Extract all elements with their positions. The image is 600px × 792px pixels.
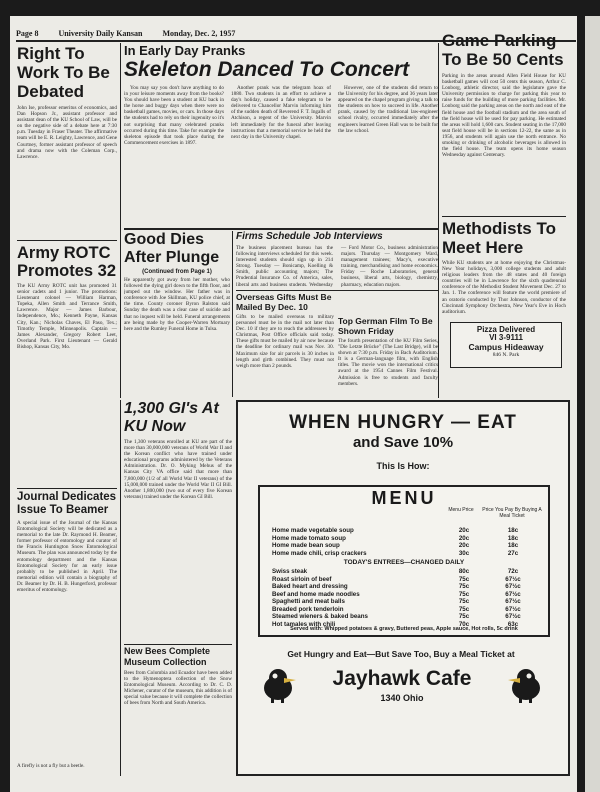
menu-price: 75c [458,598,470,606]
menu-item-name: Beef and home made noodles [272,590,360,598]
article-german-film [338,316,438,398]
menu-row [270,550,542,558]
column-rule [120,400,121,776]
ad-address: 846 N. Park [492,351,520,358]
page-number: Page 8 [16,29,39,38]
menu-row [270,527,542,535]
article-new-bees [124,646,232,774]
ad-phone: VI 3-9111 [489,333,523,343]
entree-table [270,568,542,628]
menu-item-name: Home made vegetable soup [272,527,354,535]
menu-price-header: Menu Price [448,507,474,513]
article-body: You may say you don't have anything to do in your leisure moments away from the books? You should have been a student at KU back in the horse and buggy days when there were no basketball games, movies, or cars. In those days the students had to rely on their ingenuity so it's not surprising that many celebrated pranks occurred during this time. Take for example the skeleton episode that took place during the Commencement exercises in 1897. [124,85,224,146]
menu-row [270,591,542,599]
menu-item-name: Home made bean soup [272,542,340,550]
menu-item-name: Steamed wieners & baked beans [272,613,368,621]
menu-item-name: Spaghetti and meat balls [272,598,345,606]
menu-row [270,606,542,614]
ticket-price: 67½c [505,598,521,606]
menu-price: 75c [458,583,470,591]
section-rule [17,488,117,489]
section-rule [124,228,438,230]
article-body: The fourth presentation of the KU Film Series, "Die Letzte Brücke" (The Last Bridge), will be shown at 7:30 p.m. Friday in Bach Auditorium. It is a German-language film, with English titles. The movie won the international critics award at the 1954 Cannes Film Festival. Admission is free to students and faculty members. [338,338,438,387]
article-body: The KU Army ROTC unit has promoted 31 senior cadets and 1 junior. The promotions: Lieutenant colonel — William Harman, Topeka, Allen Smith and Terrance Smith, Lawrence. Major — James Barbour, Independence, Mo.; Kenneth Payne, Kansas City, Kan.; Nicholas Chaves, El Paso, Tex.; Timothy Temple, Minneapolis. Captain — James Alexander, Gregory Robert Leet, Overland Park. First Lieutenant — Gerald Bishop, Kansas City, Mo. [17,283,117,350]
ticket-price: 67½c [505,575,521,583]
jayhawk-mascot-icon [506,664,546,704]
filler-line: A firefly is not a fly but a beetle. [17,762,85,769]
menu-price: 75c [458,605,470,613]
jayhawk-mascot-icon [258,664,298,704]
menu-item-name: Swiss steak [272,568,308,576]
ticket-price: 27c [507,549,519,557]
jump-line: (Continued from Page 1) [142,269,212,275]
cafe-name: Jayhawk Cafe [332,667,472,690]
ad-footer: Get Hungry and Eat—But Save Too, Buy a Meal Ticket at [287,649,515,659]
headline: Right To Work To Be Debated [17,44,110,101]
headline: Army ROTC Promotes 32 [17,244,117,280]
menu-row [270,598,542,606]
article-body-2: Another prank was the telegram hoax of 1880. Two students in an effort to achieve a day's holiday, caused a fake telegram to be delivered to Chancellor Marvin informing him of the sudden death of Reverend F. T. Ingalls of Atchison, a regent of the University. Marvin left immediately for the funeral after leaving instructions that a memorial service be held the next day in the University chapel. [231,85,331,140]
menu-box [258,485,550,637]
column-rule [438,43,439,398]
article-body: The 1,300 veterans enrolled at KU are part of the more than 30,000,000 veterans of World War II and the Korean conflict who have trained under educational programs administered by the Veterans Administration. Dr. O. Myking Mehus of the Kansas City VA office said that more than 7,800,000 (1/2 of all World War II veterans) of the 15,000,000 trained under the World War II GI Bill. Another 1,800,000 (two out of every five Korean veterans) trained under the Korean GI Bill. [124,439,232,500]
paper-name: University Daily Kansan [58,29,143,38]
ticket-price: 67½c [505,605,521,613]
cafe-address: 1340 Ohio [380,693,424,703]
pizza-ad [450,322,562,368]
menu-price: 75c [458,613,470,621]
menu-row [270,535,542,543]
headline: Overseas Gifts Must Be Mailed By Dec. 10 [236,292,332,312]
soup-table [270,527,542,557]
menu-item-name: Roast sirloin of beef [272,575,332,583]
section-rule [17,240,117,241]
article-overseas-gifts [236,292,334,398]
ticket-price: 18c [507,527,519,535]
next-page-edge [585,16,600,792]
article-skeleton [124,43,438,228]
article-right-to-work [17,44,117,244]
article-gis [124,400,232,646]
menu-row [270,576,542,584]
headline: Firms Schedule Job Interviews [236,231,383,242]
headline: New Bees Complete Museum Collection [124,646,211,667]
served-with: Served with: Whipped potatoes & gravy, Buttered peas, Apple sauce, Hot rolls, 5c drink [290,626,518,632]
ticket-price: 18c [507,542,519,550]
menu-row [270,542,542,550]
column-rule [120,43,121,398]
menu-price: 70c [458,620,470,628]
menu-price: 30c [458,549,470,557]
ticket-price: 67½c [505,583,521,591]
menu-item-name: Baked heart and dressing [272,583,348,591]
article-body: He apparently got away from her mother, who followed the dying girl down to the fifth floor, and jumped out the window. Her father was in conference with Joe Skillman, KU police chief, at the time. County coroner Byron Ralston said Sunday the death was a clear case of suicide and that no inquest will be held. Funeral arrangements are being made by the Cooper-Warren Mortuary here and the Rumley Funeral Home in Tulsa. [124,277,230,332]
article-body: Gifts to be mailed overseas to military personnel must be in the mail not later than Dec. 10 if they are to reach the addressees by Christmas, Post Office officials said today. These gifts must be mailed by air now because the deadline for ordinary mail was Nov. 30. Maximum size for air parcels is 30 inches in length and girth combined. They must not weigh more than 2 pounds. [236,314,334,369]
menu-item-name: Breaded pork tenderloin [272,605,344,613]
ad-name: Campus Hideaway [468,341,544,352]
ad-intro: This Is How: [376,461,430,471]
article-body: While KU students are at home enjoying the Christmas-New Year holidays, 3,000 college students and adult religious leaders from the 48 states and 40 foreign countries will be in Lawrence for the sixth quadrennial conference of the Methodist Student Movement Dec. 27 to Jan. 1. The conference will feature the world premiere of an oratorio conducted by Thor Johnson, conductor of the Cincinnati Symphony Orchestra, New Year's Eve in Hoch auditorium. [442,260,566,315]
ticket-price: 18c [507,534,519,542]
ticket-price-header: Price You Pay By Buying A Meal Ticket [482,507,542,519]
ticket-price: 72c [507,568,519,576]
issue-date: Monday, Dec. 2, 1957 [162,29,236,38]
ticket-price: 63c [507,620,519,628]
ticket-price: 67½c [505,590,521,598]
headline: Journal Dedicates Issue To Beamer [17,491,117,516]
menu-price: 20c [458,542,470,550]
article-body: Parking in the areas around Allen Field House for KU basketball games will cost 50 cents this season, Arthur C. Lonborg, athletic director, said the legislature gave the University permission to charge for parking this year to raise funds for the building of more parking facilities. Mr. Lonborg said the parking areas on the north and east of the field house and the football stadium and the area south of the field house will be used for pay parking. He estimated the areas will hold 1,600 cars. Student seating in the 17,000 seat field house will be in sections 12-22, the same as in 1956, and students will again use the north entrance. No smoking or drinking of alcoholic beverages is allowed in the field house. The team opens its home season Wednesday against Centenary. [442,73,566,159]
article-body: The business placement bureau has the following interviews scheduled for this week. Interested students should sign up in 214 Strong. Tuesday — Bonicamp, Koelling & Smith, public accounting majors; The Prudential Insurance Co. of America, sales, liberal arts and business students. Wednesday — Ford Motor Co., business administration majors. Thursday — Montgomery Ward, management trainees; Macy's, executive training, merchandising and home economics. Friday — Roche Laboratories, general business, liberal arts, biology, chemistry, pharmacy, education majors. [236,245,438,288]
article-job-interviews [236,231,438,291]
kicker: In Early Day Pranks [124,43,246,58]
article-body: Bees from Colombia and Ecuador have been added to the Hymenoptera collection of the Snow Entomological Museum. According to Dr. C. D. Michener, curator of the museum, this addition is of special value because it will complete the collection of bees from North and South America. [124,670,232,707]
ad-headline: WHEN HUNGRY — EAT [289,412,517,433]
ad-line: Pizza Delivered [476,325,536,334]
section-rule [124,644,232,645]
menu-price: 75c [458,575,470,583]
headline: Game Parking To Be 50 Cents [442,31,564,69]
article-journal [17,491,117,773]
menu-row [270,613,542,621]
article-body-3: However, one of the students did return to the University for his degree, and 36 years later appeared on the chapel program giving a talk to the students on how to succeed in life. Another prank, caused by the traditional law-engineer school rivalry, occurred immediately after the engineers learned Green Hall was to be built for the law school. [338,85,438,134]
menu-item-name: Hot tamales with chili [272,620,336,628]
menu-title: MENU [371,488,437,508]
menu-price: 75c [458,590,470,598]
headline: Skeleton Danced To Concert [124,58,410,81]
headline: Methodists To Meet Here [442,219,556,257]
ticket-price: 67½c [505,613,521,621]
entree-header: TODAY'S ENTREES—CHANGED DAILY [343,559,465,566]
column-rule [232,231,233,397]
section-rule [442,216,566,217]
menu-price: 20c [458,527,470,535]
article-body: A special issue of the Journal of the Kansas Entomological Society will be dedicated as a memorial to the late Dr. Raymond H. Beamer, former professor of entomology and curator of the Francis Huntington Snow Entomological Museum. The plan was announced today by the entomology department and the Kansas Entomological Society for an early issue probably to be published in April. The memorial edition will contain a biography of Dr. Beamer by Dr. H. B. Hungerford, professor emeritus of entomology. [17,520,117,594]
article-army-rotc [17,244,117,492]
headline: 1,300 GI's At KU Now [124,400,219,435]
menu-item-name: Home made chili, crisp crackers [272,549,367,557]
menu-price: 20c [458,534,470,542]
headline: Top German Film To Be Shown Friday [338,316,433,336]
menu-row [270,583,542,591]
headline: Good Dies After Plunge [124,231,220,266]
ad-subhead: and Save 10% [352,434,454,451]
article-methodists [442,219,566,321]
menu-item-name: Home made tomato soup [272,534,346,542]
menu-price: 80c [458,568,470,576]
article-body: John Ise, professor emeritus of economics, and Dan Hopson Jr., assistant professor and assistant dean of the KU School of Law, will be on the negative side of a debate here at 7:30 p.m. Tuesday in Fraser Theater. The affirmative team will be E. R. Leighty, Lawrence, and Gene Courtney, former assistant professor of speech and drama now with the Coleman Corp., Lawrence. [17,105,117,160]
article-good-dies [124,231,230,399]
section-rule [236,290,438,291]
menu-row [270,568,542,576]
